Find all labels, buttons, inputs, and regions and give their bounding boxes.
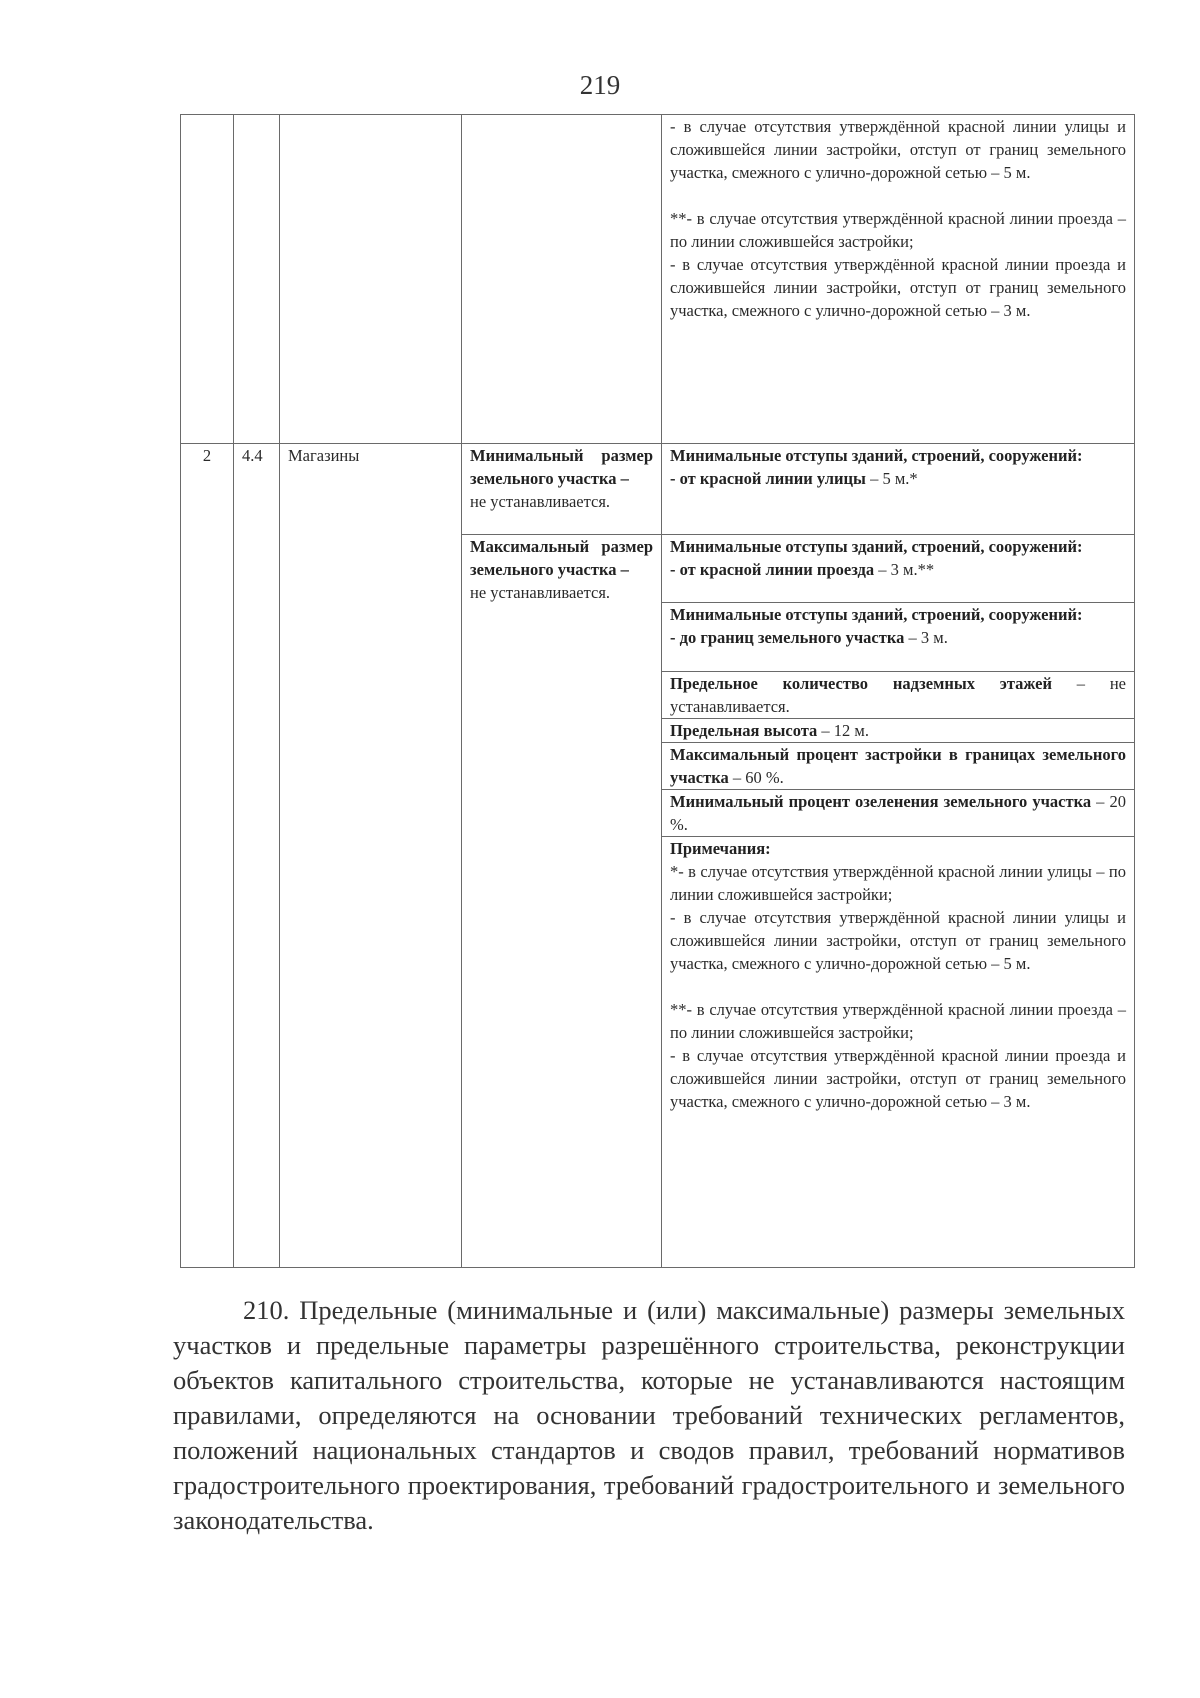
spacer [670, 975, 1126, 998]
cell-empty-param [462, 115, 662, 444]
setback-street-cell [662, 444, 1135, 535]
height-label: Предельная высота [670, 721, 818, 740]
page-number: 219 [579, 70, 621, 100]
spacer [670, 184, 1126, 207]
note-passage-setback: - в случае отсутствия утверждённой красной линии проезда и сложившейся линии застройки, отступ от границ земельного участка, смежного с улично-дорожной сетью – 3 м. [670, 1046, 1126, 1111]
note-street-setback: - в случае отсутствия утверждённой красной линии улицы и сложившейся линии застройки, отступ от границ земельного участка, смежного с улично-дорожной сетью – 5 м. [670, 908, 1126, 973]
coverage-value: – 60 %. [728, 768, 784, 787]
max-plot-size-title: Максимальный размер земельного участка – [470, 537, 653, 579]
greening-label: Минимальный процент озеленения земельного участка [670, 792, 1092, 811]
coverage-cell [662, 743, 1135, 790]
cell-empty-num [181, 115, 234, 444]
floors-value: – не устанавливается. [670, 674, 1126, 716]
setback-border-label: - до границ земельного участка [670, 628, 905, 647]
paragraph-number: 210. [243, 1295, 290, 1325]
setback-passage-title: Минимальные отступы зданий, строений, сооружений: [670, 537, 1083, 556]
paragraph-210 [173, 1293, 1125, 1538]
paragraph-text: Предельные (минимальные и (или) максимальные) размеры земельных участков и предельные параметры разрешённого строительства, реконструкции объектов капитального строительства, которые не устанавливаются настоящим правилами, определяются на основании требований технических регламентов, положений национальных стандартов и сводов правил, требований нормативов градостроительного проектирования, требований градостроительного и земельного законодательства. [173, 1295, 1125, 1535]
row-code: 4.4 [234, 444, 280, 1268]
continuation-notes-cell [662, 115, 1135, 444]
greening-value: – 20 %. [670, 792, 1126, 834]
table-row-continuation [181, 115, 1135, 444]
height-cell [662, 719, 1135, 743]
note-passage: **- в случае отсутствия утверждённой красной линии проезда – по линии сложившейся застройки; [670, 1000, 1126, 1042]
min-plot-size-cell [462, 444, 662, 535]
greening-cell [662, 790, 1135, 837]
setback-street-value: – 5 м.* [865, 469, 918, 488]
cell-empty-name [280, 115, 462, 444]
notes-cell [662, 837, 1135, 1268]
setback-passage-label: - от красной линии проезда [670, 560, 875, 579]
continuation-note-street-setback: - в случае отсутствия утверждённой красной линии улицы и сложившейся линии застройки, отступ от границ земельного участка, смежного с улично-дорожной сетью – 5 м. [670, 117, 1126, 182]
setback-street-title: Минимальные отступы зданий, строений, сооружений: [670, 446, 1083, 465]
max-plot-size-cell [462, 535, 662, 1268]
note-street: *- в случае отсутствия утверждённой красной линии улицы – по линии сложившейся застройки; [670, 862, 1126, 904]
continuation-note-passage: **- в случае отсутствия утверждённой красной линии проезда – по линии сложившейся застройки; [670, 209, 1126, 251]
setback-street-label: - от красной линии улицы [670, 469, 866, 488]
min-plot-size-value: не устанавливается. [470, 492, 611, 511]
setback-border-value: – 3 м. [904, 628, 948, 647]
table-row-shops [181, 444, 1135, 535]
continuation-note-passage-setback: - в случае отсутствия утверждённой красной линии проезда и сложившейся линии застройки, отступ от границ земельного участка, смежного с улично-дорожной сетью – 3 м. [670, 255, 1126, 320]
notes-title: Примечания: [670, 839, 771, 858]
max-plot-size-value: не устанавливается. [470, 583, 611, 602]
floors-cell [662, 672, 1135, 719]
row-number: 2 [181, 444, 234, 1268]
setback-passage-value: – 3 м.** [874, 560, 935, 579]
zoning-parameters-table [180, 114, 1135, 1268]
cell-empty-code [234, 115, 280, 444]
height-value: – 12 м. [817, 721, 869, 740]
row-name: Магазины [280, 444, 462, 1268]
min-plot-size-title: Минимальный размер земельного участка – [470, 446, 653, 488]
setback-border-title: Минимальные отступы зданий, строений, сооружений: [670, 605, 1083, 624]
coverage-label: Максимальный процент застройки в границах земельного участка [670, 745, 1126, 787]
setback-border-cell [662, 603, 1135, 672]
floors-label: Предельное количество надземных этажей [670, 674, 1053, 693]
setback-passage-cell [662, 535, 1135, 603]
